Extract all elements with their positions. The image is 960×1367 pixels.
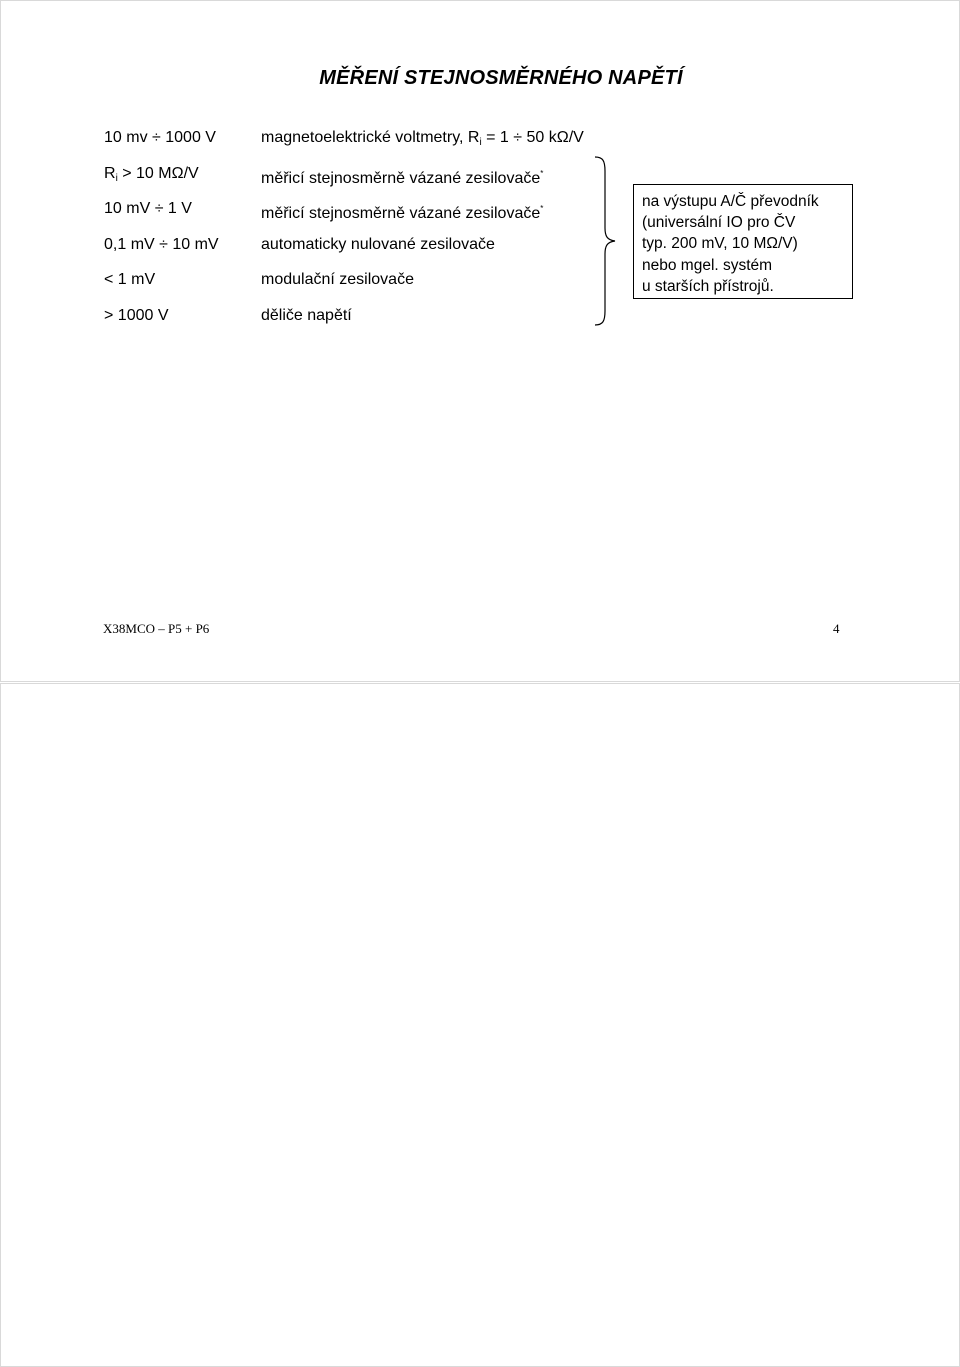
- voltage-range: 10 mv ÷ 1000 V: [104, 129, 216, 146]
- voltage-range: 10 mV ÷ 1 V: [104, 200, 192, 217]
- measurement-row: [1, 127, 621, 151]
- measurement-row: [1, 163, 621, 187]
- method-description: děliče napětí: [261, 307, 352, 324]
- voltage-range: 0,1 mV ÷ 10 mV: [104, 236, 219, 253]
- method-text: magnetoelektrické voltmetry, R: [261, 129, 480, 146]
- method-description: [261, 198, 543, 225]
- method-description: automaticky nulované zesilovače: [261, 236, 495, 253]
- curly-brace: [593, 156, 623, 326]
- measurement-row: [1, 198, 621, 222]
- range-text: R: [104, 165, 116, 182]
- footnote-mark: *: [540, 169, 544, 178]
- method-description: [261, 163, 543, 190]
- measurement-row: [1, 305, 621, 329]
- method-text-suffix: = 1 ÷ 50 kΩ/V: [481, 129, 584, 146]
- method-description: [261, 127, 584, 154]
- measurement-row: [1, 269, 621, 293]
- note-line: (universální IO pro ČV: [642, 214, 796, 232]
- subscript: i: [479, 137, 482, 148]
- measurement-row: [1, 234, 621, 258]
- footnote-mark: *: [540, 204, 544, 213]
- range-text-suffix: > 10 MΩ/V: [117, 165, 199, 182]
- voltage-range: < 1 mV: [104, 271, 156, 288]
- method-description: modulační zesilovače: [261, 271, 414, 288]
- method-text: měřicí stejnosměrně vázané zesilovače: [261, 205, 541, 222]
- note-line: typ. 200 mV, 10 MΩ/V): [642, 235, 798, 253]
- method-text: měřicí stejnosměrně vázané zesilovače: [261, 170, 541, 187]
- note-line: na výstupu A/Č převodník: [642, 193, 819, 210]
- note-line: nebo mgel. systém: [642, 256, 773, 274]
- footer-course-code: X38MCO – P5 + P6: [103, 621, 210, 636]
- voltage-range: > 1000 V: [104, 307, 169, 324]
- document-page: [0, 0, 960, 682]
- note-line: u starších přístrojů.: [642, 277, 774, 295]
- voltage-range: [104, 163, 199, 190]
- page-title: MĚŘENÍ STEJNOSMĚRNÉHO NAPĚTÍ: [319, 67, 683, 89]
- subscript: i: [115, 173, 118, 184]
- blank-next-page: [0, 683, 960, 1367]
- footer-page-number: 4: [833, 621, 840, 636]
- note-box: [633, 184, 853, 299]
